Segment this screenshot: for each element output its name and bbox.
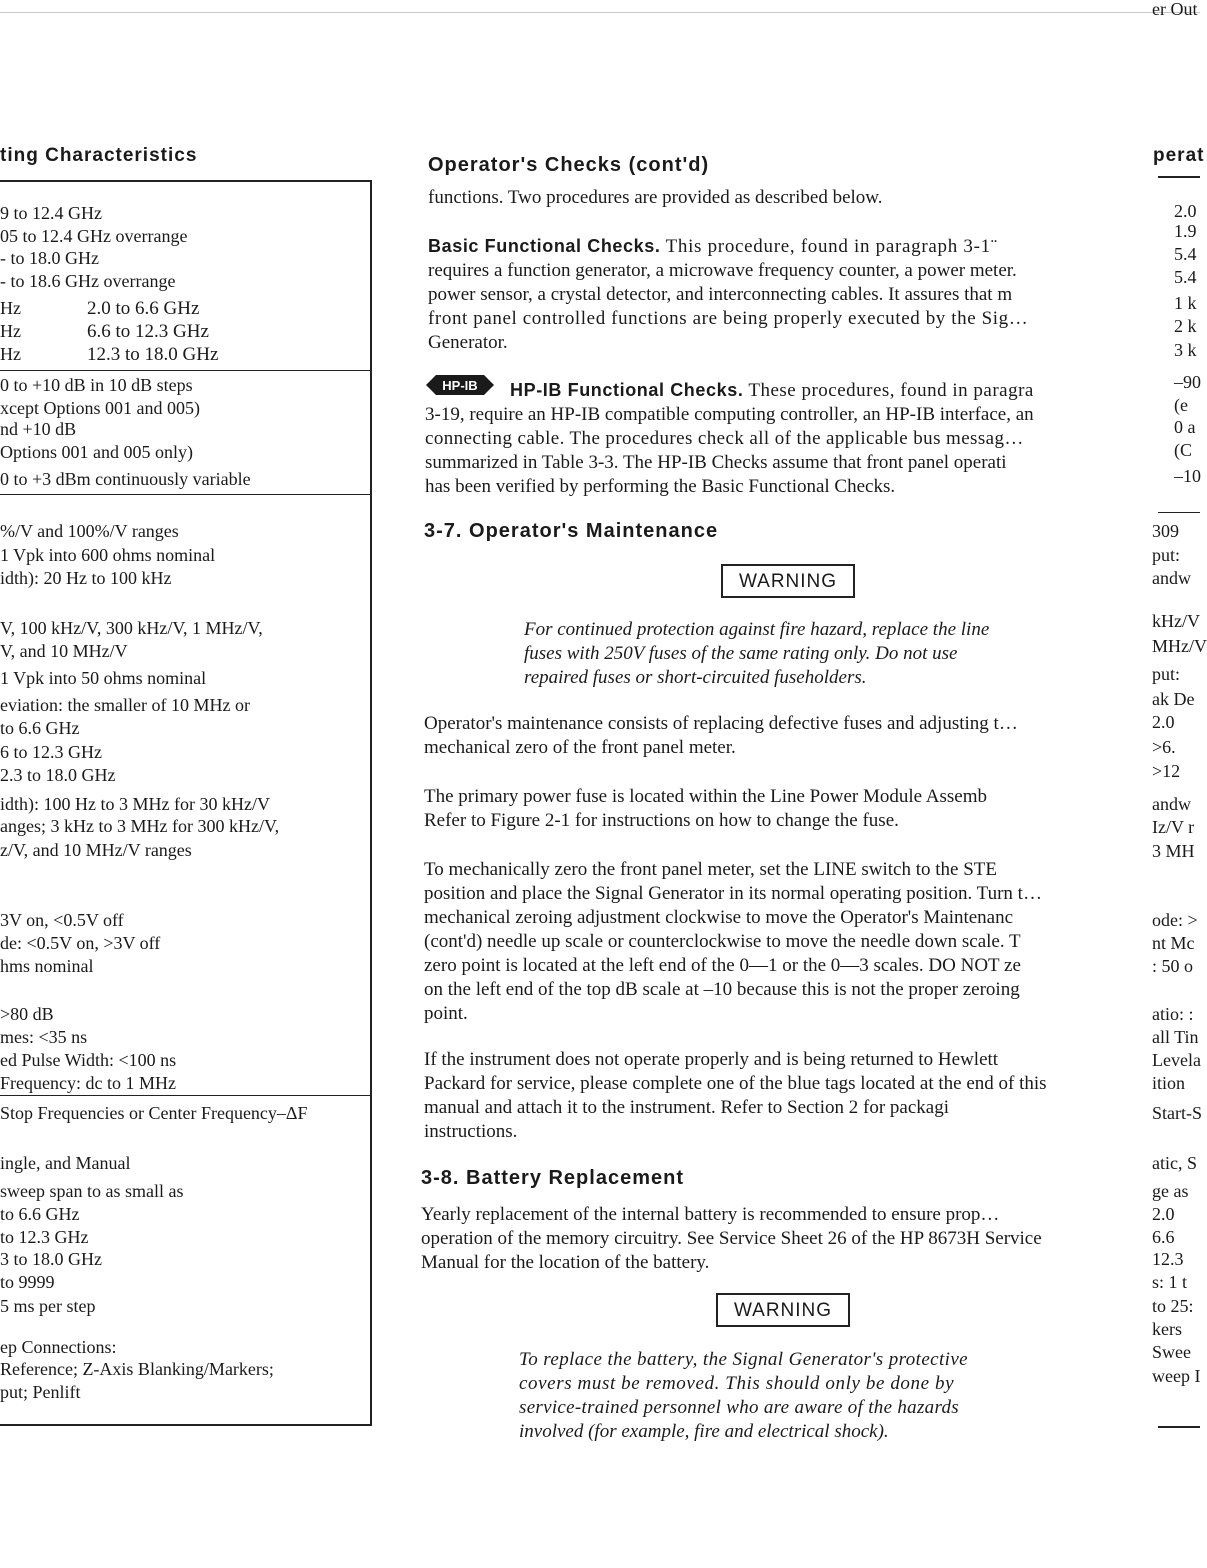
- right-table-line: ition: [1152, 1073, 1186, 1093]
- left-table-line: >80 dB: [0, 1004, 54, 1024]
- maint-p4-line-1: If the instrument does not operate properly and is being returned to Hewlett: [424, 1049, 999, 1070]
- left-table-line: Options 001 and 005 only): [0, 442, 193, 462]
- hpib-checks-line-1: [510, 381, 1034, 400]
- left-table-line: 1 Vpk into 50 ohms nominal: [0, 668, 207, 688]
- right-table-line: weep I: [1152, 1366, 1201, 1386]
- left-table-line: idth): 20 Hz to 100 kHz: [0, 568, 172, 588]
- left-table-line: to 6.6 GHz: [0, 1204, 80, 1224]
- right-table-line: ode: >: [1152, 910, 1198, 930]
- left-table-line: ep Connections:: [0, 1337, 117, 1357]
- right-table-line: 2.0: [1152, 712, 1175, 732]
- intro-line: functions. Two procedures are provided as described below.: [428, 187, 883, 208]
- left-table-line: ed Pulse Width: <100 ns: [0, 1050, 177, 1070]
- basic-checks-lead: Basic Functional Checks.: [428, 236, 661, 256]
- section-3-7-header: 3-7. Operator's Maintenance: [424, 520, 719, 542]
- right-table-line: 12.3: [1152, 1249, 1184, 1269]
- left-table-line: hms nominal: [0, 956, 94, 976]
- basic-checks-line-4: front panel controlled functions are being properly executed by the Sig…: [428, 308, 1029, 329]
- left-table-line: 3 to 18.0 GHz: [0, 1249, 102, 1269]
- right-table-line: er Out: [1152, 0, 1198, 19]
- warning-1-line-3: repaired fuses or short-circuited fuseholders.: [524, 667, 867, 688]
- left-table-line: Stop Frequencies or Center Frequency–ΔF: [0, 1103, 308, 1123]
- maint-p1-line-2: mechanical zero of the front panel meter.: [424, 737, 736, 758]
- maint-p2-line-1: The primary power fuse is located within the Line Power Module Assemb: [424, 786, 988, 807]
- right-table-line: : 50 o: [1152, 956, 1194, 976]
- maint-p3-line-3: mechanical zeroing adjustment clockwise to move the Operator's Maintenanc: [424, 907, 1014, 928]
- hpib-checks-line-2: 3-19, require an HP-IB compatible computing controller, an HP-IB interface, an: [425, 404, 1034, 425]
- right-table-line: all Tin: [1152, 1027, 1199, 1047]
- right-table-line: >12: [1152, 761, 1181, 781]
- warning-label-2: WARNING: [733, 1300, 833, 1321]
- right-table-line: Levela: [1152, 1050, 1201, 1070]
- warning-1-line-1: For continued protection against fire hazard, replace the line: [524, 619, 990, 640]
- left-table-line: eviation: the smaller of 10 MHz or: [0, 695, 250, 715]
- battery-line-3: Manual for the location of the battery.: [421, 1252, 710, 1273]
- left-table-line: to 12.3 GHz: [0, 1227, 89, 1247]
- left-table-right-rule: [370, 180, 372, 1425]
- warning-label-1: WARNING: [738, 571, 838, 592]
- left-table-line: idth): 100 Hz to 3 MHz for 30 kHz/V: [0, 794, 270, 814]
- left-table-line: - to 18.0 GHz: [0, 248, 99, 268]
- left-table-line: 5 ms per step: [0, 1296, 96, 1316]
- right-table-line: MHz/V: [1152, 636, 1207, 656]
- warning-box-1: [721, 564, 855, 598]
- maint-p3-line-6: on the left end of the top dB scale at –10 because this is not the proper zeroing: [424, 979, 1020, 1000]
- right-table-line: kHz/V: [1152, 611, 1200, 631]
- maint-p3-line-2: position and place the Signal Generator in its normal operating position. Turn t…: [424, 883, 1042, 904]
- left-table-line: V, 100 kHz/V, 300 kHz/V, 1 MHz/V,: [0, 618, 263, 638]
- right-table-line: 5.4: [1174, 244, 1197, 264]
- warning-2-line-3: service-trained personnel who are aware of the hazards: [519, 1397, 959, 1418]
- left-table-top-rule: [0, 180, 372, 182]
- left-table-line: sweep span to as small as: [0, 1181, 184, 1201]
- right-table-line: Swee: [1152, 1342, 1191, 1362]
- left-divider-1: [0, 370, 372, 371]
- left-table-line: - to 18.6 GHz overrange: [0, 271, 176, 291]
- left-divider-3: [0, 1095, 372, 1096]
- left-table-bottom-rule: [0, 1424, 372, 1426]
- right-table-line: atic, S: [1152, 1153, 1197, 1173]
- left-range-2: 6.6 to 12.3 GHz: [87, 321, 209, 342]
- right-table-line: put:: [1152, 664, 1181, 684]
- maint-p3-line-7: point.: [424, 1003, 468, 1024]
- right-table-line: (C: [1174, 440, 1192, 460]
- left-table-line: 0 to +10 dB in 10 dB steps: [0, 375, 193, 395]
- hpib-checks-line-5: has been verified by performing the Basic Functional Checks.: [425, 476, 896, 497]
- hpib-badge-text: HP-IB: [442, 378, 478, 393]
- right-table-line: Start-S: [1152, 1103, 1203, 1123]
- scan-noise-top: [0, 12, 1200, 13]
- left-table-line: Reference; Z-Axis Blanking/Markers;: [0, 1359, 274, 1379]
- left-table-line: V, and 10 MHz/V: [0, 641, 128, 661]
- right-table-line: andw: [1152, 794, 1191, 814]
- right-section-header: perat: [1153, 145, 1205, 166]
- basic-checks-line-2: requires a function generator, a microwave frequency counter, a power meter.: [428, 260, 1017, 281]
- warning-2-line-2: covers must be removed. This should only be done by: [519, 1373, 955, 1394]
- right-table-line: 1 k: [1174, 293, 1197, 313]
- right-table-line: ge as: [1152, 1181, 1189, 1201]
- battery-line-1: Yearly replacement of the internal battery is recommended to ensure prop…: [421, 1204, 1000, 1225]
- left-table-line: anges; 3 kHz to 3 MHz for 300 kHz/V,: [0, 816, 280, 836]
- maint-p3-line-4: (cont'd) needle up scale or counterclockwise to move the needle down scale. T: [424, 931, 1021, 952]
- maint-p3-line-1: To mechanically zero the front panel meter, set the LINE switch to the STE: [424, 859, 997, 880]
- right-table-line: 6.6: [1152, 1227, 1175, 1247]
- right-table-divider: [1158, 512, 1200, 513]
- right-table-line: 2.0: [1152, 1204, 1175, 1224]
- right-table-line: Iz/V r: [1152, 817, 1195, 837]
- section-3-8-header: 3-8. Battery Replacement: [421, 1167, 684, 1189]
- right-table-line: –10: [1174, 466, 1201, 486]
- left-table-line: de: <0.5V on, >3V off: [0, 933, 161, 953]
- left-table-line: mes: <35 ns: [0, 1027, 88, 1047]
- basic-checks-line-1-text: This procedure, found in paragraph 3-1¨: [660, 236, 998, 257]
- left-table-line: %/V and 100%/V ranges: [0, 521, 179, 541]
- left-divider-2: [0, 494, 372, 495]
- left-table-line: nd +10 dB: [0, 419, 77, 439]
- basic-checks-line-3: power sensor, a crystal detector, and interconnecting cables. It assures that m: [428, 284, 1013, 305]
- maint-p4-line-2: Packard for service, please complete one of the blue tags located at the end of this: [424, 1073, 1047, 1094]
- left-table-line: ingle, and Manual: [0, 1153, 131, 1173]
- right-table-line: s: 1 t: [1152, 1272, 1188, 1292]
- maint-p4-line-4: instructions.: [424, 1121, 518, 1142]
- right-table-line: 1.9: [1174, 221, 1197, 241]
- hpib-checks-line-1-text: These procedures, found in paragra: [743, 380, 1034, 401]
- right-table-line: to 25:: [1152, 1296, 1194, 1316]
- left-table-line: 3V on, <0.5V off: [0, 910, 124, 930]
- warning-1-line-2: fuses with 250V fuses of the same rating only. Do not use: [524, 643, 958, 664]
- right-table-line: kers: [1152, 1319, 1182, 1339]
- left-table-line: z/V, and 10 MHz/V ranges: [0, 840, 192, 860]
- left-table-line: to 6.6 GHz: [0, 718, 80, 738]
- hpib-checks-line-4: summarized in Table 3-3. The HP-IB Checks assume that front panel operati: [425, 452, 1007, 473]
- right-table-line: nt Mc: [1152, 933, 1195, 953]
- left-table-line: Hz: [0, 298, 21, 318]
- left-table-line: to 9999: [0, 1272, 55, 1292]
- left-section-header: ting Characteristics: [0, 145, 198, 166]
- page-section-header: Operator's Checks (cont'd): [428, 154, 710, 176]
- maint-p4-line-3: manual and attach it to the instrument. Refer to Section 2 for packagi: [424, 1097, 949, 1118]
- right-table-line: 3 MH: [1152, 841, 1195, 861]
- left-range-3: 12.3 to 18.0 GHz: [87, 344, 219, 365]
- left-table-line: 05 to 12.4 GHz overrange: [0, 226, 188, 246]
- left-table-line: put; Penlift: [0, 1382, 81, 1402]
- right-table-line: 2.0: [1174, 201, 1197, 221]
- right-table-line: andw: [1152, 568, 1191, 588]
- battery-line-2: operation of the memory circuitry. See Service Sheet 26 of the HP 8673H Service: [421, 1228, 1042, 1249]
- hpib-logo-icon: [424, 373, 496, 397]
- right-table-line: 5.4: [1174, 267, 1197, 287]
- basic-checks-line-5: Generator.: [428, 332, 508, 353]
- left-table-line: Hz: [0, 321, 21, 341]
- right-table-line: 2 k: [1174, 316, 1197, 336]
- maint-p2-line-2: Refer to Figure 2-1 for instructions on how to change the fuse.: [424, 810, 899, 831]
- warning-2-line-4: involved (for example, fire and electrical shock).: [519, 1421, 889, 1442]
- maint-p3-line-5: zero point is located at the left end of the 0—1 or the 0—3 scales. DO NOT ze: [424, 955, 1021, 976]
- left-table-line: 6 to 12.3 GHz: [0, 742, 102, 762]
- right-table-line: put:: [1152, 545, 1181, 565]
- warning-box-2: [716, 1293, 850, 1327]
- right-table-line: 0 a: [1174, 417, 1196, 437]
- left-table-line: Hz: [0, 344, 21, 364]
- left-table-line: 9 to 12.4 GHz: [0, 203, 102, 223]
- left-range-1: 2.0 to 6.6 GHz: [87, 298, 200, 319]
- right-table-line: ak De: [1152, 689, 1195, 709]
- right-table-top-rule: [1158, 176, 1200, 178]
- right-table-line: –90: [1174, 372, 1201, 392]
- right-table-line: 3 k: [1174, 340, 1197, 360]
- hpib-checks-line-3: connecting cable. The procedures check all of the applicable bus messag…: [425, 428, 1024, 449]
- right-table-line: atio: :: [1152, 1004, 1194, 1024]
- hpib-checks-lead: HP-IB Functional Checks.: [510, 380, 744, 400]
- maint-p1-line-1: Operator's maintenance consists of replacing defective fuses and adjusting t…: [424, 713, 1018, 734]
- left-table-line: xcept Options 001 and 005): [0, 398, 200, 418]
- basic-checks-line-1: [428, 237, 998, 256]
- left-table-line: 2.3 to 18.0 GHz: [0, 765, 116, 785]
- right-table-line: >6.: [1152, 737, 1176, 757]
- right-table-bottom-rule: [1158, 1426, 1200, 1428]
- left-table-line: 1 Vpk into 600 ohms nominal: [0, 545, 216, 565]
- left-table-line: Frequency: dc to 1 MHz: [0, 1073, 176, 1093]
- right-table-line: (e: [1174, 395, 1188, 415]
- left-table-line: 0 to +3 dBm continuously variable: [0, 469, 251, 489]
- right-table-line: 309: [1152, 521, 1179, 541]
- warning-2-line-1: To replace the battery, the Signal Generator's protective: [519, 1349, 969, 1370]
